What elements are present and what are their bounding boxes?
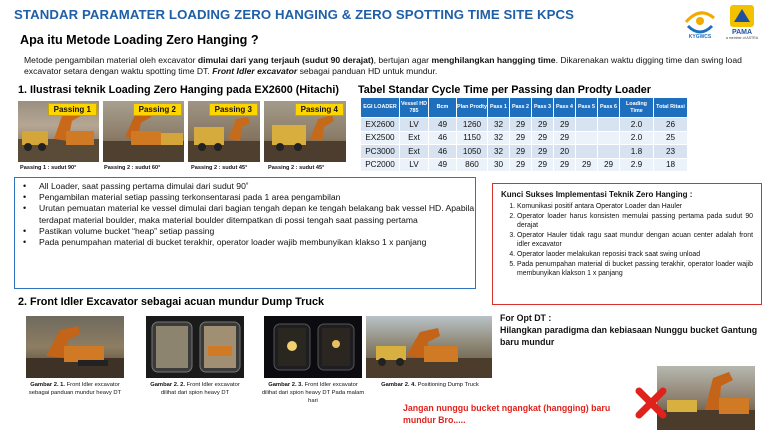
figure-caption: Gambar 2. 3. Front Idler excavator dilihat dari spion heavy DT Pada malam hari bbox=[261, 382, 365, 404]
table-cell: 29 bbox=[532, 118, 554, 132]
table-cell: 29 bbox=[576, 158, 598, 172]
table-cell: 49 bbox=[429, 158, 457, 172]
table-header: Pass 1 bbox=[488, 98, 510, 118]
table-cell: PC3000 bbox=[361, 145, 400, 159]
table-cell: 29 bbox=[510, 158, 532, 172]
front-idler-photo-2 bbox=[146, 316, 244, 378]
table-row bbox=[361, 131, 688, 145]
cycle-time-table bbox=[360, 97, 688, 172]
list-item: • Urutan pemuatan material ke vessel dimulai dari bagian tengah depan ke tengah belakang bak vessel HD. Apabila terdapat material boulder, maka material boulder ditempatkan di possi tengah saat passing pertama bbox=[23, 203, 475, 225]
section2-title: 2. Front Idler Excavator sebagai acuan mundur Dump Truck bbox=[18, 296, 324, 308]
table-cell bbox=[598, 118, 620, 132]
passing-photo-2 bbox=[103, 101, 184, 162]
table-cell: 1050 bbox=[457, 145, 488, 159]
table-cell: 30 bbox=[488, 158, 510, 172]
svg-text:KYGWCS: KYGWCS bbox=[688, 34, 712, 40]
warning-text: Jangan nunggu bucket ngangkat (hangging) baru mundur Bro..... bbox=[403, 403, 611, 425]
passing-photo-4 bbox=[264, 101, 346, 162]
kygwcs-logo bbox=[680, 4, 720, 40]
front-idler-photo-4 bbox=[366, 316, 492, 378]
table-cell: 46 bbox=[429, 145, 457, 159]
table-cell: 29 bbox=[532, 145, 554, 159]
passing-caption: Passing 2 : sudut 60° bbox=[104, 165, 161, 171]
pama-logo bbox=[722, 4, 762, 40]
passing-caption: Passing 2 : sudut 45° bbox=[268, 165, 325, 171]
front-idler-photo-3 bbox=[264, 316, 362, 378]
table-cell bbox=[576, 145, 598, 159]
table-header: EGI LOADER bbox=[361, 98, 400, 118]
table-cell: 29 bbox=[510, 145, 532, 159]
table-cell: 32 bbox=[488, 131, 510, 145]
passing-photo-3 bbox=[188, 101, 260, 162]
list-item: • Pada penumpahan material di bucket terakhir, operator loader wajib membunyikan klakso 1 x panjang bbox=[23, 237, 427, 248]
table-cell bbox=[598, 145, 620, 159]
list-item: 4. Operator laoder melakukan reposisi track saat swing unload bbox=[517, 250, 753, 259]
table-cell bbox=[576, 131, 598, 145]
table-cell: 29 bbox=[510, 118, 532, 132]
passing-caption: Passing 1 : sudut 90° bbox=[20, 165, 77, 171]
page-subtitle: Apa itu Metode Loading Zero Hanging ? bbox=[20, 33, 259, 47]
table-cell: 860 bbox=[457, 158, 488, 172]
guidelines-box bbox=[14, 177, 476, 289]
figure-caption: Gambar 2. 4. Positioning Dump Truck bbox=[381, 382, 479, 388]
table-cell: 18 bbox=[654, 158, 688, 172]
table-row bbox=[361, 158, 688, 172]
table-cell bbox=[598, 131, 620, 145]
table-cell: 29 bbox=[554, 118, 576, 132]
table-cell: 49 bbox=[429, 118, 457, 132]
table-header: Pass 2 bbox=[510, 98, 532, 118]
table-cell: EX2600 bbox=[361, 118, 400, 132]
table-cell: EX2500 bbox=[361, 131, 400, 145]
table-header: Plan Prodty bbox=[457, 98, 488, 118]
table-cell: 29 bbox=[554, 158, 576, 172]
front-idler-photo-1 bbox=[26, 316, 124, 378]
opt-dt-text: Hilangkan paradigma dan kebiasaan Nunggu bucket Gantung baru mundur bbox=[500, 325, 758, 347]
section1-title: 1. Ilustrasi teknik Loading Zero Hanging pada EX2600 (Hitachi) bbox=[18, 84, 339, 96]
figure-caption: Gambar 2. 1. Front Idler excavator sebagai panduan mundur heavy DT bbox=[28, 382, 122, 396]
table-cell: LV bbox=[400, 118, 429, 132]
table-title: Tabel Standar Cycle Time per Passing dan Prodty Loader bbox=[358, 84, 652, 96]
table-header: Pass 6 bbox=[598, 98, 620, 118]
table-cell: 2.0 bbox=[620, 131, 654, 145]
table-cell: 1260 bbox=[457, 118, 488, 132]
key-success-title: Kunci Sukses Implementasi Teknik Zero Hanging : bbox=[501, 190, 693, 199]
table-cell: 32 bbox=[488, 145, 510, 159]
svg-text:a member of ASTRA: a member of ASTRA bbox=[725, 36, 759, 40]
table-cell: LV bbox=[400, 158, 429, 172]
table-cell: 20 bbox=[554, 145, 576, 159]
table-cell: 1150 bbox=[457, 131, 488, 145]
table-header: Pass 3 bbox=[532, 98, 554, 118]
passing-badge: Passing 2 bbox=[133, 103, 182, 116]
passing-badge: Passing 3 bbox=[209, 103, 258, 116]
table-cell: 32 bbox=[488, 118, 510, 132]
opt-dt-note bbox=[500, 312, 760, 348]
table-cell bbox=[576, 118, 598, 132]
wrong-practice-photo bbox=[657, 366, 755, 430]
table-header: Bcm bbox=[429, 98, 457, 118]
key-success-box bbox=[492, 183, 762, 305]
table-cell: 29 bbox=[532, 158, 554, 172]
table-header: Vessel HD 785 bbox=[400, 98, 429, 118]
passing-photo-1 bbox=[18, 101, 99, 162]
list-item: 5. Pada penumpahan material di bucket passing terakhir, operator loader wajib membunyikan klakson 1 x panjang bbox=[517, 260, 753, 278]
list-item: • Pastikan volume bucket “heap” setiap passing bbox=[23, 225, 215, 236]
list-item: • Pengambilan material setiap passing terkonsentarasi pada 1 area pengambilan bbox=[23, 192, 341, 203]
page-title: STANDAR PARAMATER LOADING ZERO HANGING & ZERO SPOTTING TIME SITE KPCS bbox=[14, 7, 575, 22]
list-item: 3. Operator Hauler tidak ragu saat mundur dengan acuan center adalah front idler excavator bbox=[517, 231, 753, 249]
table-cell: 2.0 bbox=[620, 118, 654, 132]
passing-badge: Passing 4 bbox=[295, 103, 344, 116]
table-cell: 29 bbox=[554, 131, 576, 145]
passing-badge: Passing 1 bbox=[48, 103, 97, 116]
table-cell: 26 bbox=[654, 118, 688, 132]
table-cell: Ext bbox=[400, 145, 429, 159]
list-item: • All Loader, saat passing pertama dimulai dari sudut 90˚ bbox=[23, 181, 249, 191]
table-cell: 25 bbox=[654, 131, 688, 145]
table-cell: 23 bbox=[654, 145, 688, 159]
passing-caption: Passing 2 : sudut 45° bbox=[191, 165, 248, 171]
svg-text:PAMA: PAMA bbox=[731, 29, 753, 36]
table-cell: 2.9 bbox=[620, 158, 654, 172]
table-cell: 29 bbox=[532, 131, 554, 145]
table-header: Pass 5 bbox=[576, 98, 598, 118]
table-cell: 46 bbox=[429, 131, 457, 145]
table-header: Pass 4 bbox=[554, 98, 576, 118]
figure-caption: Gambar 2. 2. Front Idler excavator dilihat dari spion heavy DT bbox=[150, 382, 240, 396]
table-header: Loading Time bbox=[620, 98, 654, 118]
table-row bbox=[361, 118, 688, 132]
table-cell: PC2000 bbox=[361, 158, 400, 172]
list-item: 2. Operator loader harus konsisten memulai passing pertama pada sudut 90 derajat bbox=[517, 212, 753, 230]
table-header: Total Ritasi bbox=[654, 98, 688, 118]
table-row bbox=[361, 145, 688, 159]
table-cell: 29 bbox=[598, 158, 620, 172]
opt-dt-title: For Opt DT : bbox=[500, 313, 552, 323]
intro-paragraph: Metode pengambilan material oleh excavator dimulai dari yang terjauh (sudut 90 derajat), bertujan agar menghilangkan hangging time. Dikarenakan waktu digging time dan swing load excavator setara dengan waktu spotting time DT. Front Idler excavator sebagai panduan HD untuk mundur. bbox=[24, 55, 742, 77]
table-cell: 1.8 bbox=[620, 145, 654, 159]
table-cell: Ext bbox=[400, 131, 429, 145]
list-item: 1. Komunikasi positif antara Operator Loader dan Hauler bbox=[517, 202, 753, 211]
table-cell: 29 bbox=[510, 131, 532, 145]
